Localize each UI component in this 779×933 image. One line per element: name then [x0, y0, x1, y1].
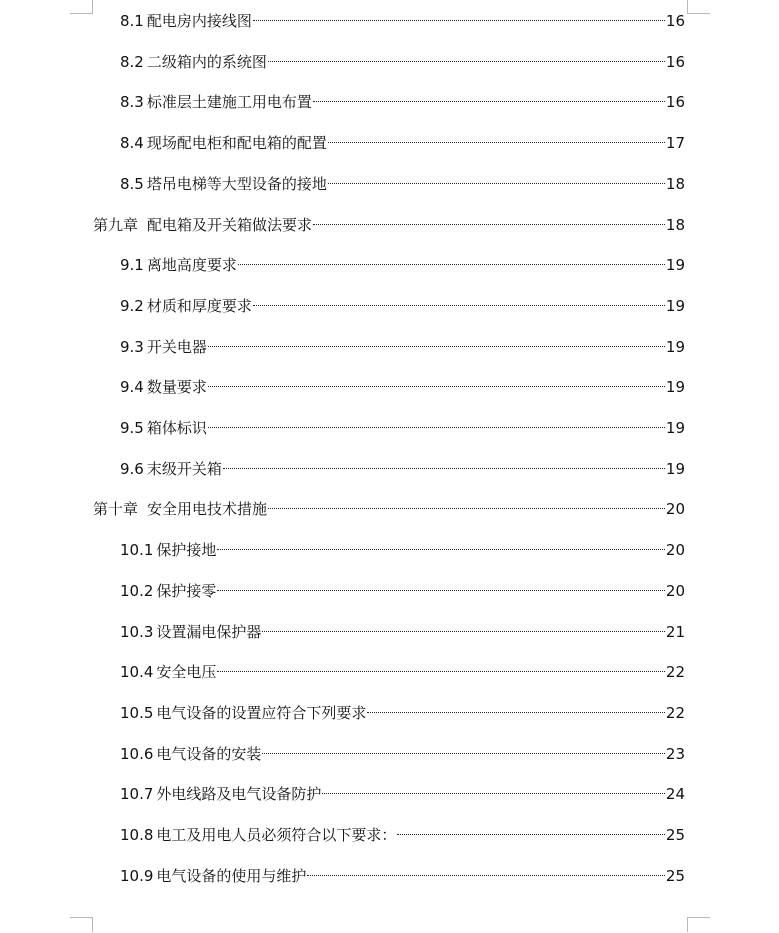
- toc-page-number: 19: [665, 419, 685, 437]
- toc-page-number: 23: [665, 744, 685, 763]
- toc-entry-number: 10.4: [120, 663, 154, 682]
- toc-page-number: 20: [665, 500, 685, 519]
- toc-entry-number: 9.2: [120, 296, 144, 315]
- toc-entry-number: 10.7: [120, 785, 154, 804]
- toc-entry-title: 配电箱及开关箱做法要求: [147, 215, 313, 234]
- toc-entry-number: 第十章: [93, 500, 139, 519]
- toc-dot-leader: [322, 793, 664, 794]
- toc-dot-leader: [253, 305, 665, 306]
- toc-entry-title: 保护接零: [156, 581, 217, 600]
- crop-mark-top-left: [70, 0, 93, 14]
- toc-section-entry[interactable]: [120, 660, 685, 684]
- toc-page-number: 16: [665, 52, 685, 71]
- toc-dot-leader: [328, 142, 665, 143]
- toc-dot-leader: [253, 20, 665, 21]
- toc-section-entry[interactable]: [120, 90, 685, 114]
- toc-page-number: 20: [665, 581, 685, 600]
- toc-entry-number: 8.1: [120, 12, 144, 30]
- toc-section-entry[interactable]: [120, 701, 685, 725]
- toc-entry-title: 塔吊电梯等大型设备的接地: [146, 174, 327, 193]
- toc-entry-number: 10.2: [120, 581, 154, 600]
- toc-page-number: 20: [665, 541, 685, 560]
- toc-dot-leader: [223, 468, 665, 469]
- toc-page-number: 19: [665, 296, 685, 315]
- toc-section-entry[interactable]: [120, 253, 685, 277]
- toc-entry-number: 9.6: [120, 459, 144, 478]
- toc-entry-title: 标准层土建施工用电布置: [146, 93, 312, 112]
- toc-section-entry[interactable]: [120, 782, 685, 806]
- crop-mark-bottom-right: [687, 917, 710, 932]
- toc-entry-title: 现场配电柜和配电箱的配置: [146, 134, 327, 153]
- toc-section-entry[interactable]: [120, 294, 685, 318]
- toc-dot-leader: [208, 346, 665, 347]
- toc-chapter-entry[interactable]: [93, 497, 685, 521]
- toc-entry-title: 开关电器: [146, 337, 207, 356]
- toc-entry-number: 9.5: [120, 419, 144, 437]
- toc-page-number: 18: [665, 215, 685, 234]
- toc-page-number: 22: [665, 703, 685, 722]
- toc-dot-leader: [262, 753, 664, 754]
- toc-dot-leader: [262, 631, 664, 632]
- toc-section-entry[interactable]: [120, 538, 685, 562]
- toc-entry-number: 第九章: [93, 215, 139, 234]
- toc-section-entry[interactable]: [120, 375, 685, 399]
- toc-page-number: 19: [665, 459, 685, 478]
- toc-section-entry[interactable]: [120, 620, 685, 644]
- toc-section-entry[interactable]: [120, 823, 685, 847]
- toc-section-entry[interactable]: [120, 9, 685, 33]
- toc-entry-title: 电工及用电人员必须符合以下要求：: [156, 826, 397, 844]
- toc-dot-leader: [217, 549, 664, 550]
- toc-dot-leader: [367, 712, 664, 713]
- toc-section-entry[interactable]: [120, 457, 685, 481]
- toc-chapter-entry[interactable]: [93, 213, 685, 237]
- toc-page-number: 16: [665, 93, 685, 112]
- toc-section-entry[interactable]: [120, 864, 685, 888]
- toc-entry-title: 设置漏电保护器: [156, 622, 262, 641]
- toc-dot-leader: [328, 183, 665, 184]
- toc-dot-leader: [208, 427, 665, 428]
- toc-dot-leader: [307, 875, 664, 876]
- toc-dot-leader: [217, 671, 664, 672]
- toc-section-entry[interactable]: [120, 50, 685, 74]
- toc-entry-number: 8.4: [120, 134, 144, 153]
- toc-section-entry[interactable]: [120, 335, 685, 359]
- toc-page-number: 18: [665, 174, 685, 193]
- toc-dot-leader: [217, 590, 664, 591]
- toc-entry-number: 10.8: [120, 826, 154, 844]
- toc-dot-leader: [238, 264, 665, 265]
- toc-page-number: 24: [665, 785, 685, 804]
- toc-entry-title: 箱体标识: [146, 419, 207, 437]
- toc-page-number: 19: [665, 378, 685, 397]
- toc-entry-title: 外电线路及电气设备防护: [156, 785, 322, 804]
- toc-dot-leader: [313, 101, 665, 102]
- toc-page-number: 17: [665, 134, 685, 153]
- toc-dot-leader: [208, 386, 665, 387]
- toc-entry-number: 8.2: [120, 52, 144, 71]
- toc-entry-number: 10.9: [120, 866, 154, 885]
- toc-page-number: 19: [665, 256, 685, 275]
- crop-mark-bottom-left: [70, 917, 93, 932]
- toc-entry-title: 二级箱内的系统图: [146, 52, 267, 71]
- toc-entry-title: 材质和厚度要求: [146, 296, 252, 315]
- toc-entry-title: 电气设备的安装: [156, 744, 262, 763]
- toc-section-entry[interactable]: [120, 742, 685, 766]
- toc-page-number: 19: [665, 337, 685, 356]
- toc-section-entry[interactable]: [120, 131, 685, 155]
- toc-dot-leader: [397, 834, 664, 835]
- toc-entry-number: 8.3: [120, 93, 144, 112]
- toc-page-number: 25: [665, 826, 685, 844]
- toc-entry-title: 末级开关箱: [146, 459, 222, 478]
- toc-dot-leader: [268, 61, 665, 62]
- toc-entry-number: 10.1: [120, 541, 154, 560]
- toc-entry-number: 10.3: [120, 622, 154, 641]
- toc-entry-title: 配电房内接线图: [146, 12, 252, 30]
- toc-entry-title: 电气设备的设置应符合下列要求: [156, 703, 367, 722]
- toc-page-number: 25: [665, 866, 685, 885]
- toc-entry-title: 安全电压: [156, 663, 217, 682]
- toc-entry-number: 9.4: [120, 378, 144, 397]
- toc-entry-number: 9.1: [120, 256, 144, 275]
- toc-entry-title: 保护接地: [156, 541, 217, 560]
- toc-entry-number: 8.5: [120, 174, 144, 193]
- toc-section-entry[interactable]: [120, 172, 685, 196]
- toc-section-entry[interactable]: [120, 579, 685, 603]
- toc-page-number: 21: [665, 622, 685, 641]
- toc-entry-number: 10.5: [120, 703, 154, 722]
- toc-entry-title: 电气设备的使用与维护: [156, 866, 307, 885]
- crop-mark-top-right: [687, 0, 710, 14]
- toc-entry-title: 安全用电技术措施: [147, 500, 268, 519]
- toc-dot-leader: [313, 224, 665, 225]
- toc-dot-leader: [268, 508, 665, 509]
- toc-page-number: 16: [665, 12, 685, 30]
- toc-entry-title: 数量要求: [146, 378, 207, 397]
- toc-entry-title: 离地高度要求: [146, 256, 237, 275]
- toc-entry-number: 10.6: [120, 744, 154, 763]
- toc-page-number: 22: [665, 663, 685, 682]
- toc-entry-number: 9.3: [120, 337, 144, 356]
- toc-section-entry[interactable]: [120, 416, 685, 440]
